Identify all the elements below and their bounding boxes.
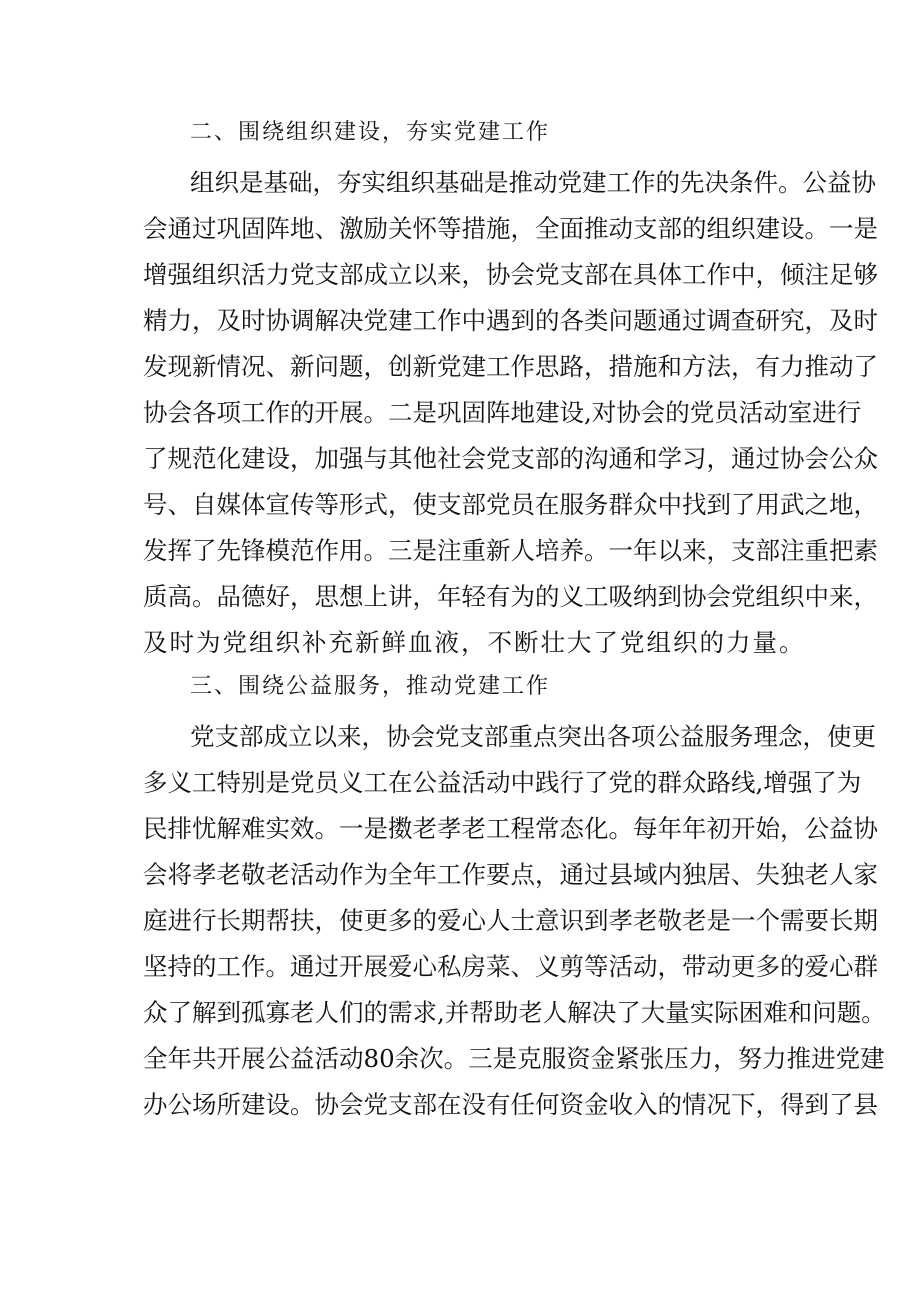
paragraph-line: 发挥了先锋模范作用。三是注重新人培养。一年以来，支部注重把素	[143, 536, 878, 565]
paragraph-line: 庭进行长期帮扶，使更多的爱心人士意识到孝老敬老是一个需要长期	[143, 906, 878, 935]
section-heading: 二、围绕组织建设，夯实党建工作	[190, 120, 551, 145]
paragraph-line: 会将孝老敬老活动作为全年工作要点，通过县域内独居、失独老人家	[143, 860, 878, 889]
paragraph-line: 质高。品德好，思想上讲，年轻有为的义工吸纳到协会党组织中来，	[143, 582, 878, 611]
paragraph-line: 众了解到孤寡老人们的需求,并帮助老人解决了大量实际困难和问题。	[143, 998, 886, 1027]
paragraph-line: 了规范化建设，加强与其他社会党支部的沟通和学习，通过协会公众	[143, 444, 878, 473]
paragraph-line: 办公场所建设。协会党支部在没有任何资金收入的情况下，得到了县	[143, 1090, 878, 1119]
paragraph-line: 组织是基础，夯实组织基础是推动党建工作的先决条件。公益协	[190, 168, 876, 197]
paragraph-line: 党支部成立以来，协会党支部重点突出各项公益服务理念，使更	[190, 722, 876, 751]
paragraph-line: 及时为党组织补充新鲜血液，不断壮大了党组织的力量。	[143, 628, 806, 657]
paragraph-line: 发现新情况、新问题，创新党建工作思路，措施和方法，有力推动了	[143, 352, 878, 381]
paragraph-line: 会通过巩固阵地、激励关怀等措施，全面推动支部的组织建设。一是	[143, 214, 878, 243]
paragraph-line: 增强组织活力党支部成立以来，协会党支部在具体工作中，倾注足够	[143, 260, 878, 289]
paragraph-line: 多义工特别是党员义工在公益活动中践行了党的群众路线,增强了为	[143, 768, 862, 797]
paragraph-line: 全年共开展公益活动80余次。三是克服资金紧张压力，努力推进党建	[143, 1044, 885, 1073]
paragraph-line: 协会各项工作的开展。二是巩固阵地建设,对协会的党员活动室进行	[143, 398, 862, 427]
paragraph-line: 民排忧解难实效。一是擞老孝老工程常态化。每年年初开始，公益协	[143, 814, 878, 843]
paragraph-line: 坚持的工作。通过开展爱心私房菜、义剪等活动，带动更多的爱心群	[143, 952, 878, 981]
paragraph-line: 号、自媒体宣传等形式，使支部党员在服务群众中找到了用武之地，	[143, 490, 878, 519]
section-heading: 三、围绕公益服务，推动党建工作	[190, 674, 551, 699]
paragraph-line: 精力，及时协调解决党建工作中遇到的各类问题通过调查研究，及时	[143, 306, 878, 335]
